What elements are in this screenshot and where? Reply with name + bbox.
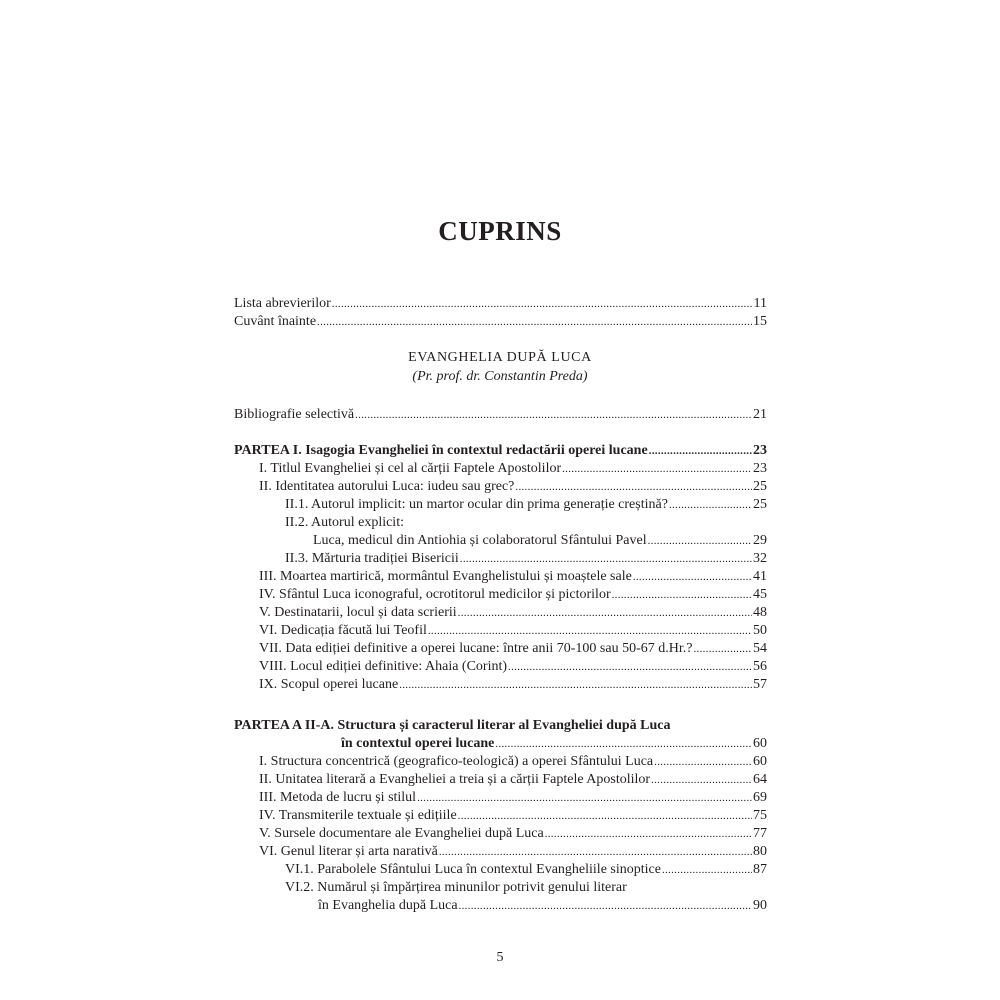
toc-entry[interactable]: [318, 897, 767, 915]
toc-entry[interactable]: [285, 550, 767, 568]
toc-entry-text: VI. Dedicația făcută lui Teofil: [259, 623, 427, 638]
toc-entry-text: II. Unitatea literară a Evangheliei a treia și a cărții Faptele Apostolilor: [259, 772, 651, 787]
toc-entry-page: 23: [753, 461, 767, 476]
toc-entry[interactable]: [259, 843, 767, 861]
toc-leader: [612, 586, 752, 604]
toc-entry-page: 69: [753, 790, 767, 805]
toc-leader: [669, 496, 752, 514]
toc-leader: [649, 442, 752, 460]
toc-entry[interactable]: [259, 807, 767, 825]
toc-entry[interactable]: [259, 825, 767, 843]
toc-entry[interactable]: [259, 460, 767, 478]
toc-entry-text: IX. Scopul operei lucane: [259, 677, 399, 692]
toc-entry-bibliography[interactable]: [234, 406, 767, 424]
toc-entry-page: 15: [753, 314, 767, 329]
toc-entry-page: 32: [753, 551, 767, 566]
page-number: 5: [496, 950, 504, 965]
toc-leader: [458, 604, 752, 622]
toc-leader: [651, 771, 752, 789]
toc-entry-page: 25: [753, 497, 767, 512]
toc-entry-page: 11: [753, 296, 767, 311]
toc-entry-text[interactable]: VI.2. Numărul și împărțirea minunilor potrivit genului literar: [285, 880, 627, 895]
toc-entry-text: PARTEA I. Isagogia Evangheliei în contextul redactării operei lucane: [234, 443, 648, 458]
toc-leader: [508, 658, 752, 676]
toc-leader: [662, 861, 752, 879]
toc-entry-page: 90: [753, 898, 767, 913]
toc-entry-text: II. Identitatea autorului Luca: iudeu sau grec?: [259, 479, 515, 494]
toc-leader: [515, 478, 752, 496]
toc-leader: [648, 532, 752, 550]
section-author: (Pr. prof. dr. Constantin Preda): [412, 369, 588, 384]
toc-leader: [317, 313, 752, 331]
toc-entry[interactable]: [259, 586, 767, 604]
toc-entry-text: V. Destinatarii, locul și data scrierii: [259, 605, 457, 620]
toc-entry-page: 25: [753, 479, 767, 494]
toc-entry-text: Lista abrevierilor: [234, 296, 331, 311]
toc-leader: [633, 568, 752, 586]
toc-leader: [545, 825, 752, 843]
toc-leader: [355, 406, 752, 424]
toc-entry-text: VI. Genul literar și arta narativă: [259, 844, 438, 859]
toc-entry-page: 87: [753, 862, 767, 877]
toc-leader: [399, 676, 752, 694]
toc-entry-text: în contextul operei lucane: [341, 736, 495, 751]
toc-entry-page: 56: [753, 659, 767, 674]
toc-entry-text: VII. Data ediției definitive a operei lucane: între anii 70-100 sau 50-67 d.Hr.?: [259, 641, 693, 656]
toc-leader: [458, 807, 752, 825]
toc-entry-page: 60: [753, 736, 767, 751]
toc-leader: [654, 753, 752, 771]
toc-entry-text: I. Titlul Evangheliei și cel al cărții Faptele Apostolilor: [259, 461, 562, 476]
toc-entry-page: 50: [753, 623, 767, 638]
toc-leader: [428, 622, 752, 640]
toc-part-2-heading-cont[interactable]: [341, 735, 767, 753]
toc-entry[interactable]: [259, 604, 767, 622]
toc-entry[interactable]: [313, 532, 767, 550]
toc-entry-text: IV. Transmiterile textuale și edițiile: [259, 808, 457, 823]
toc-leader: [495, 735, 752, 753]
toc-entry[interactable]: [285, 861, 767, 879]
toc-entry-page: 21: [753, 407, 767, 422]
toc-entry-page: 23: [753, 443, 767, 458]
toc-entry-text: Cuvânt înainte: [234, 314, 317, 329]
toc-entry-page: 45: [753, 587, 767, 602]
toc-leader: [332, 295, 753, 313]
toc-entry[interactable]: [259, 658, 767, 676]
toc-entry[interactable]: [259, 622, 767, 640]
toc-leader: [417, 789, 752, 807]
toc-entry-text: în Evanghelia după Luca: [318, 898, 458, 913]
toc-entry-page: 41: [753, 569, 767, 584]
toc-entry-text: Luca, medicul din Antiohia și colaboratorul Sfântului Pavel: [313, 533, 647, 548]
toc-entry[interactable]: [259, 640, 767, 658]
toc-entry-page: 29: [753, 533, 767, 548]
toc-entry[interactable]: [259, 789, 767, 807]
toc-entry[interactable]: [259, 478, 767, 496]
toc-entry-text: VIII. Locul ediției definitive: Ahaia (Corint): [259, 659, 508, 674]
toc-entry-text: IV. Sfântul Luca iconograful, ocrotitorul medicilor și pictorilor: [259, 587, 611, 602]
toc-entry[interactable]: [259, 568, 767, 586]
toc-entry-abbreviations[interactable]: [234, 295, 767, 313]
toc-leader: [562, 460, 752, 478]
toc-entry-page: 57: [753, 677, 767, 692]
toc-leader: [459, 897, 752, 915]
toc-leader: [439, 843, 752, 861]
toc-entry-text: II.3. Mărturia tradiției Bisericii: [285, 551, 459, 566]
toc-leader: [693, 640, 752, 658]
toc-entry-text: V. Sursele documentare ale Evangheliei după Luca: [259, 826, 544, 841]
toc-entry-page: 77: [753, 826, 767, 841]
toc-entry-text: III. Metoda de lucru și stilul: [259, 790, 417, 805]
toc-entry[interactable]: [259, 676, 767, 694]
toc-entry-page: 60: [753, 754, 767, 769]
toc-entry-text: VI.1. Parabolele Sfântului Luca în contextul Evangheliile sinoptice: [285, 862, 661, 877]
toc-entry-page: 48: [753, 605, 767, 620]
toc-entry[interactable]: [285, 496, 767, 514]
toc-entry-text: Bibliografie selectivă: [234, 407, 355, 422]
toc-entry-page: 80: [753, 844, 767, 859]
toc-part-2-heading[interactable]: PARTEA A II-A. Structura și caracterul literar al Evangheliei după Luca: [234, 718, 671, 733]
toc-entry-text: I. Structura concentrică (geografico-teologică) a operei Sfântului Luca: [259, 754, 654, 769]
toc-leader: [460, 550, 752, 568]
toc-entry-text: III. Moartea martirică, mormântul Evanghelistului și moaștele sale: [259, 569, 632, 584]
toc-entry-page: 54: [753, 641, 767, 656]
toc-entry[interactable]: [259, 771, 767, 789]
toc-entry-text[interactable]: II.2. Autorul explicit:: [285, 515, 404, 530]
toc-entry-page: 75: [753, 808, 767, 823]
toc-entry-foreword[interactable]: [234, 313, 767, 331]
section-heading: EVANGHELIA DUPĂ LUCA: [408, 350, 592, 365]
toc-entry-text: II.1. Autorul implicit: un martor ocular din prima generație creștină?: [285, 497, 668, 512]
toc-entry[interactable]: [259, 753, 767, 771]
page-title: CUPRINS: [438, 216, 562, 246]
toc-part-1-heading[interactable]: [234, 442, 767, 460]
toc-entry-page: 64: [753, 772, 767, 787]
